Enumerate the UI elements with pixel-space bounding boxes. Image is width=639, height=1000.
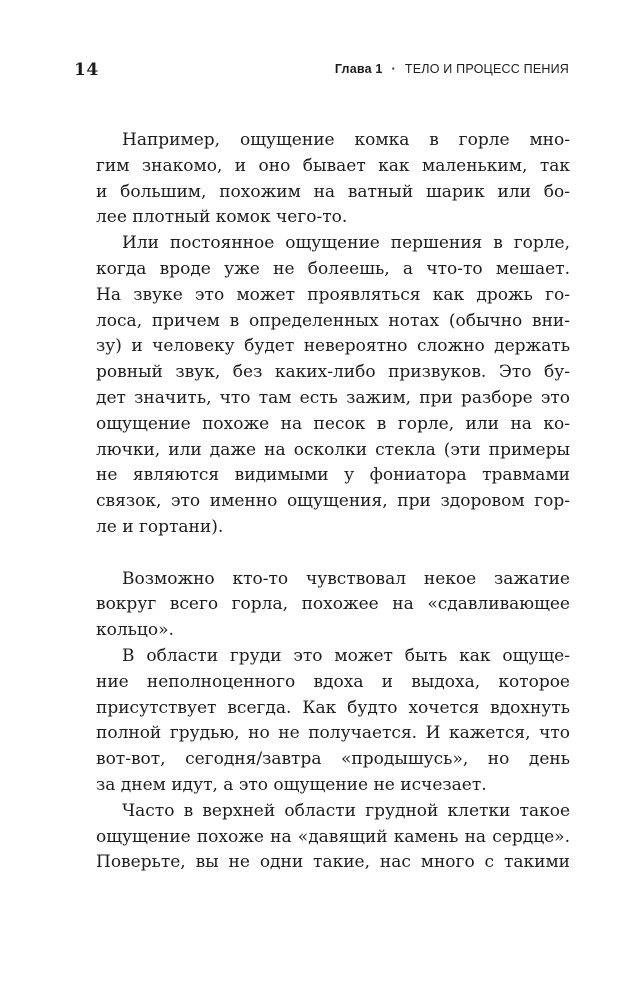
text-line: за днем идут, а это ощущение не исчезает. [96, 774, 487, 795]
chapter-label: Глава 1 [334, 62, 383, 76]
text-line: гим знакомо, и оно бывает как маленьким, так [96, 155, 570, 176]
text-line: не являются видимыми у фониатора травмами [96, 465, 570, 486]
text-line: ощущение похоже на «давящий камень на сердце». [96, 826, 570, 847]
text-line: полной грудью, но не получается. И кажется, что [96, 723, 570, 744]
text-line: вот-вот, сегодня/завтра «продышусь», но день [96, 749, 570, 770]
text-line: зу) и человеку будет невероятно сложно держать [96, 336, 570, 357]
text-line: дет значить, что там есть зажим, при разборе это [96, 387, 570, 408]
text-line: В области груди это может быть как ощуще- [122, 645, 570, 666]
paragraph-gap [96, 541, 570, 567]
text-line: и большим, похожим на ватный шарик или бо- [96, 181, 570, 202]
page-number: 14 [74, 60, 99, 80]
text-line: когда вроде уже не болеешь, а что-то мешает. [96, 258, 570, 279]
text-line: лее плотный комок чего-то. [96, 207, 348, 228]
text-line: Или постоянное ощущение першения в горле, [122, 233, 570, 254]
text-line: кольцо». [96, 620, 174, 641]
text-line: вокруг всего горла, похожее на «сдавливающее [96, 594, 570, 615]
body-text [96, 128, 570, 876]
text-line: лоса, причем в определенных нотах (обычно вни- [96, 310, 570, 331]
text-line: лючки, или даже на осколки стекла (эти примеры [96, 439, 570, 460]
text-line: Поверьте, вы не одни такие, нас много с такими [96, 852, 570, 873]
text-line: ощущение похоже на песок в горле, или на ко- [96, 413, 570, 434]
text-line: Часто в верхней области грудной клетки такое [122, 800, 570, 821]
running-header [335, 62, 569, 76]
text-line: ние неполноценного вдоха и выдоха, которое [96, 671, 570, 692]
text-line: ле и гортани). [96, 516, 224, 537]
chapter-title: ТЕЛО И ПРОЦЕСС ПЕНИЯ [404, 62, 569, 76]
text-line: присутствует всегда. Как будто хочется вдохнуть [96, 697, 570, 718]
header-separator: · [391, 62, 396, 76]
text-line: связок, это именно ощущения, при здоровом гор- [96, 491, 570, 512]
text-line: Возможно кто-то чувствовал некое зажатие [122, 568, 570, 589]
text-line: На звуке это может проявляться как дрожь го- [96, 284, 570, 305]
text-line: Например, ощущение комка в горле мно- [122, 130, 570, 150]
text-line: ровный звук, без каких-либо призвуков. Это бу- [96, 362, 570, 383]
